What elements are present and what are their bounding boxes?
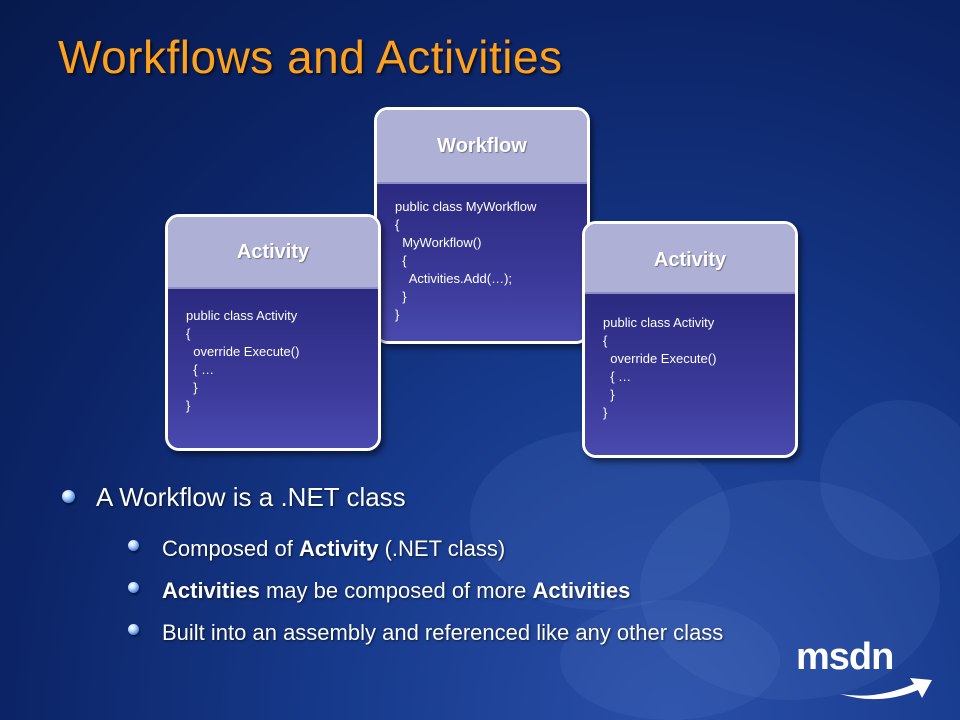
bullet-icon — [128, 540, 139, 551]
code-line: } — [186, 380, 198, 395]
bullet-sub-1-text — [162, 536, 505, 562]
activity-card-code — [168, 289, 378, 450]
workflow-card-code — [377, 184, 587, 343]
bullet-text-bold: Activity — [298, 536, 379, 561]
workflow-card — [374, 107, 590, 344]
code-line: public class Activity — [603, 315, 715, 330]
workflow-card-header: Workflow — [377, 110, 587, 184]
code-line: } — [395, 307, 400, 322]
bullet-sub-3-text: Built into an assembly and referenced like any other class — [162, 620, 724, 645]
code-line: } — [395, 289, 407, 304]
msdn-logo-text: msdn — [796, 636, 894, 678]
code-line: } — [603, 405, 608, 420]
code-line: override Execute() — [186, 344, 300, 359]
code-line: public class Activity — [186, 308, 298, 323]
activity-card-right — [582, 221, 798, 458]
code-line: } — [186, 398, 191, 413]
background-swirl — [560, 600, 780, 720]
code-line: Activities.Add(…); — [395, 271, 513, 286]
bullet-text-bold: Activities — [532, 578, 631, 603]
bullet-text-part: may be composed of more — [259, 578, 533, 603]
code-line: MyWorkflow() — [395, 235, 482, 250]
bullet-text-bold: Activities — [162, 578, 260, 603]
code-line: { … — [186, 362, 215, 377]
activity-card-left — [165, 214, 381, 451]
activity-card-header: Activity — [168, 217, 378, 289]
code-line: public class MyWorkflow — [395, 199, 537, 214]
bullet-text-part: (.NET class) — [378, 536, 506, 561]
bullet-icon — [128, 582, 139, 593]
bullet-icon — [128, 624, 139, 635]
code-line: { … — [603, 369, 632, 384]
bullet-text-part: Composed of — [162, 536, 299, 561]
bullet-main-text: A Workflow is a .NET class — [96, 482, 406, 512]
bullet-icon — [62, 490, 75, 503]
activity-card-code — [585, 294, 795, 457]
slide-title: Workflows and Activities — [58, 31, 563, 83]
msdn-swoosh-icon — [836, 674, 936, 704]
msdn-logo — [796, 636, 893, 679]
code-line: { — [186, 326, 191, 341]
activity-card-header: Activity — [585, 224, 795, 294]
code-line: { — [603, 333, 608, 348]
code-line: override Execute() — [603, 351, 717, 366]
code-line: { — [395, 253, 407, 268]
code-line: } — [603, 387, 615, 402]
code-line: { — [395, 217, 400, 232]
bullet-sub-2-text — [162, 578, 630, 604]
